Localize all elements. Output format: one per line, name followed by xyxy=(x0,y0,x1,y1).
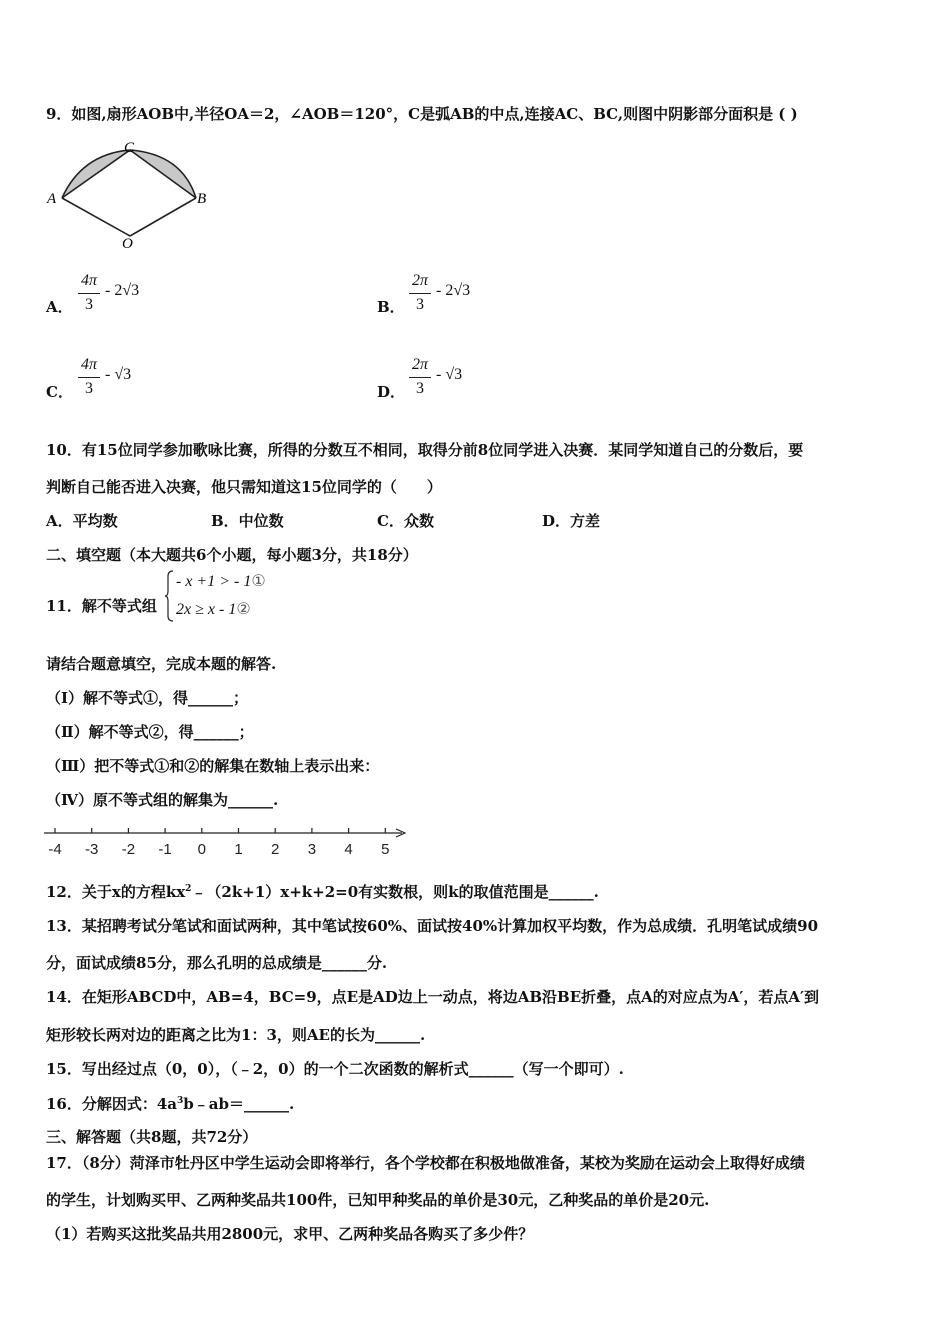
q9-option-d-num: 2π xyxy=(411,356,428,373)
fraction-bar xyxy=(409,293,431,294)
q12-pre: 12．关于x的方程kx xyxy=(46,883,186,901)
q11-ineq2-expr: 2x ≥ x - 1 xyxy=(176,601,237,618)
q11-ineq1-expr: - x +1 > - 1 xyxy=(176,573,252,590)
q9-option-c-den: 3 xyxy=(85,380,93,397)
axis-tick-label: -2 xyxy=(121,841,136,858)
radius-oa xyxy=(62,198,130,236)
label-a: A xyxy=(47,191,57,207)
q12-text xyxy=(46,881,599,902)
q13-line2: 分，面试成绩85分，那么孔明的总成绩是______分. xyxy=(46,954,388,972)
q11-step1: （Ⅰ）解不等式①，得______； xyxy=(46,689,249,707)
q11-mark1: ① xyxy=(251,573,266,590)
left-brace xyxy=(164,570,174,622)
q11-step2: （Ⅱ）解不等式②，得______； xyxy=(46,723,254,741)
q10-line1: 10．有15位同学参加歌咏比赛，所得的分数互不相同，取得分前8位同学进入决赛．某同学知道自己的分数后，要 xyxy=(46,441,804,459)
fraction-bar xyxy=(78,377,100,378)
q14-line1: 14．在矩形ABCD中，AB=4，BC=9，点E是AD边上一动点，将边AB沿BE折叠，点A的对应点为A′，若点A′到 xyxy=(46,988,819,1006)
q12-sup: 2 xyxy=(185,884,192,894)
q10-option-a: A．平均数 xyxy=(46,512,118,530)
label-c: C xyxy=(124,140,135,156)
axis-tick-label: 4 xyxy=(344,841,353,858)
q9-option-a-letter: A． xyxy=(46,298,73,316)
q17-part1: （1）若购买这批奖品共用2800元，求甲、乙两种奖品各购买了多少件？ xyxy=(46,1225,534,1243)
q13-line1: 13．某招聘考试分笔试和面试两种，其中笔试按60%、面试按40%计算加权平均数，作为总成绩．孔明笔试成绩90 xyxy=(46,917,819,935)
q16-sup: 3 xyxy=(177,1096,184,1106)
fraction-bar xyxy=(78,293,100,294)
q14-line2: 矩形较长两对边的距离之比为1：3，则AE的长为______. xyxy=(46,1026,426,1044)
axis-tick-label: -4 xyxy=(48,841,62,858)
axis-tick-label: 0 xyxy=(197,841,206,858)
q9-option-d-rest: - √3 xyxy=(436,366,463,383)
q10-option-d: D．方差 xyxy=(542,512,601,530)
label-b: B xyxy=(197,191,207,207)
section2-heading: 二、填空题（本大题共6个小题，每小题3分，共18分） xyxy=(46,546,418,564)
axis-tick-label: 3 xyxy=(307,841,317,858)
q9-option-b-rest: - 2√3 xyxy=(436,282,471,299)
q10-option-c: C．众数 xyxy=(377,512,434,530)
q9-option-c-num: 4π xyxy=(80,356,97,373)
q16-text xyxy=(46,1093,294,1114)
q11-ineq1 xyxy=(176,571,266,591)
q17-line2: 的学生，计划购买甲、乙两种奖品共100件，已知甲种奖品的单价是30元，乙种奖品的单价是20元. xyxy=(46,1191,710,1209)
axis-tick-label: 2 xyxy=(271,841,280,858)
axis-tick-label: 1 xyxy=(234,841,243,858)
number-line xyxy=(44,826,412,860)
section3-heading: 三、解答题（共8题，共72分） xyxy=(46,1128,258,1146)
q12-post: ﹣（2k+1）x+k+2=0有实数根，则k的取值范围是______. xyxy=(191,883,599,901)
q9-option-b-letter: B． xyxy=(377,298,405,316)
q11-label: 11．解不等式组 xyxy=(46,597,157,615)
q9-option-a-num: 4π xyxy=(80,272,97,289)
q10-line2: 判断自己能否进入决赛，他只需知道这15位同学的（ ） xyxy=(46,478,442,496)
chord-ac xyxy=(62,150,130,198)
q11-step4: （Ⅳ）原不等式组的解集为______. xyxy=(46,791,279,809)
q11-intro: 请结合题意填空，完成本题的解答. xyxy=(46,655,277,673)
q10-option-b: B．中位数 xyxy=(211,512,284,530)
q9-option-b-num: 2π xyxy=(411,272,428,289)
q9-option-a-rest: - 2√3 xyxy=(105,282,140,299)
q16-pre: 16．分解因式：4a xyxy=(46,1095,178,1113)
q9-option-c-rest: - √3 xyxy=(105,366,132,383)
radius-ob xyxy=(130,198,196,236)
q15-text: 15．写出经过点（0，0），（﹣2，0）的一个二次函数的解析式______（写一个即可）. xyxy=(46,1060,624,1078)
q16-post: b﹣ab＝______. xyxy=(183,1095,295,1113)
q17-line1: 17．（8分）菏泽市牡丹区中学生运动会即将举行，各个学校都在积极地做准备，某校为奖励在运动会上取得好成绩 xyxy=(46,1154,805,1172)
q9-option-d-den: 3 xyxy=(416,380,424,397)
fraction-bar xyxy=(409,377,431,378)
q11-ineq2 xyxy=(176,599,251,619)
q9-option-c-letter: C． xyxy=(46,383,73,401)
label-o: O xyxy=(122,236,133,252)
axis-tick-label: 5 xyxy=(381,841,390,858)
q9-text: 9．如图,扇形AOB中,半径OA＝2，∠AOB＝120°，C是弧AB的中点,连接AC、BC,则图中阴影部分面积是 ( ) xyxy=(46,105,798,123)
axis-tick-label: -3 xyxy=(85,841,99,858)
chord-bc xyxy=(130,150,196,198)
q11-step3: （Ⅲ）把不等式①和②的解集在数轴上表示出来： xyxy=(46,757,380,775)
q9-option-a-den: 3 xyxy=(85,296,93,313)
q9-option-d-letter: D． xyxy=(377,383,406,401)
q9-option-b-den: 3 xyxy=(416,296,424,313)
sector-figure xyxy=(40,140,212,252)
q11-mark2: ② xyxy=(236,601,251,618)
axis-tick-label: -1 xyxy=(158,841,172,858)
